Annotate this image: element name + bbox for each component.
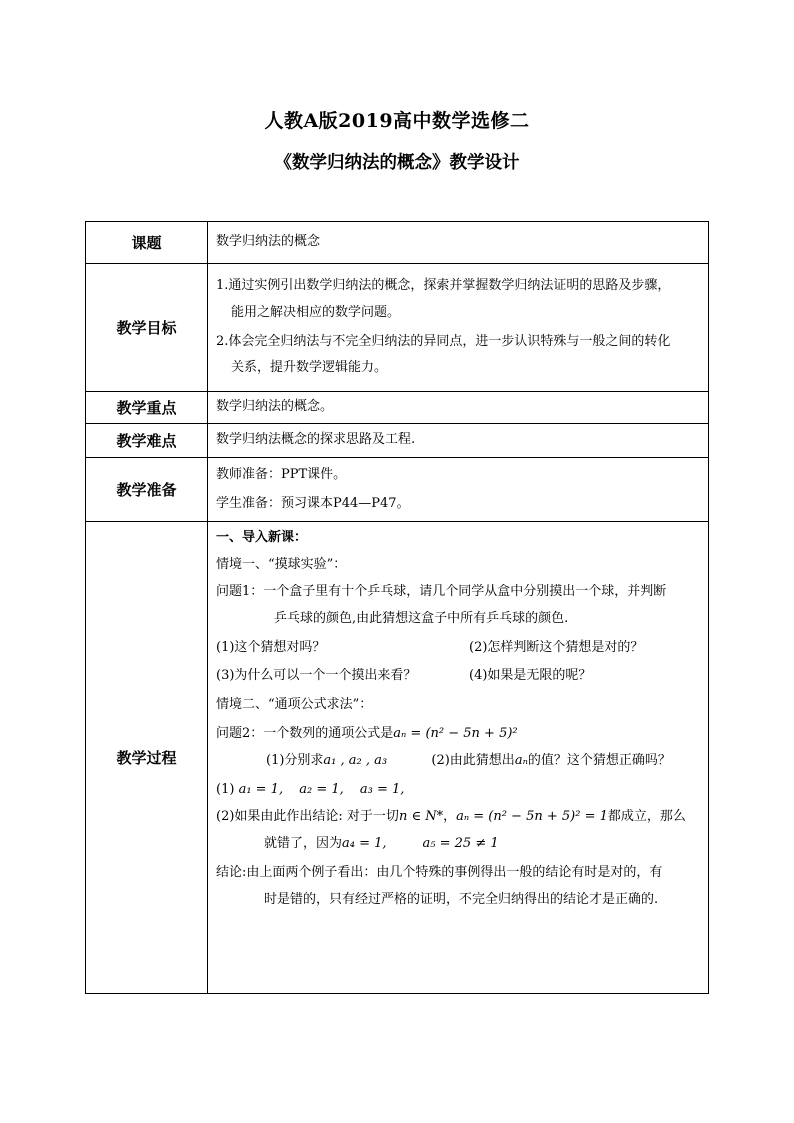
key-point-value: 数学归纳法的概念。 [208,392,709,424]
answer-2-prefix: (2)如果由此作出结论: 对于一切 [216,808,399,824]
question-1-line-1: 问题1：一个盒子里有十个乒乓球，请几个同学从盒中分别摸出一个球，并判断 [216,583,667,599]
topic-text: 数学归纳法的概念 [216,234,321,250]
difficulty-value: 数学归纳法概念的探求思路及工程. [208,424,709,458]
topic-value [208,222,709,264]
document-title: 人教A版2019高中数学选修二 [264,110,530,132]
answer-1-a1: a₁ = 1, [238,782,284,798]
topic-label: 课题 [86,222,208,264]
answer-2-a4: a₄ = 1, [342,835,387,851]
document-subtitle: 《数学归纳法的概念》教学设计 [274,153,520,173]
q2-sub-1-math: a₁ , a₂ , a₃ [323,753,388,769]
sub-question-1: (1)这个猜想对吗？ [216,639,326,655]
question-2 [216,726,702,743]
row-key-point [86,392,709,424]
q2-sub-2-prefix: (2)由此猜想出 [431,753,515,769]
difficulty-label: 教学难点 [86,424,208,458]
row-preparation [86,458,709,522]
sub-question-4: (4)如果是无限的呢？ [469,668,592,684]
q2-sub-2-suffix: 的值？这个猜想正确吗？ [527,753,671,769]
answer-2-formula: aₙ = (n² − 5n + 5)² = 1 [456,808,608,824]
answer-2-a5: a₅ = 25 ≠ 1 [422,835,499,851]
answer-2-line-2 [216,836,702,853]
preparation-content [208,458,709,522]
lesson-plan-table [85,221,709,994]
objectives-content [208,264,709,392]
row-process [86,522,709,994]
answer-1-a3: a₃ = 1, [359,782,405,798]
process-content [208,522,709,994]
q2-sub-2-math: aₙ [514,753,528,769]
row-difficulty [86,424,709,458]
answer-2-separator: ， [443,808,457,824]
answer-2-domain: n ∈ N* [398,808,444,824]
row-topic [86,222,709,264]
conclusion-line-2: 时是错的，只有经过严格的证明，不完全归纳得出的结论才是正确的. [264,891,659,907]
key-point-label: 教学重点 [86,392,208,424]
question-2-subs [216,753,702,770]
sequence-formula: aₙ = (n² − 5n + 5)² [393,726,518,742]
answer-1-a2: a₂ = 1, [299,782,344,798]
answer-1-prefix: (1) [216,782,235,798]
sub-question-3: (3)为什么可以一个一个摸出来看？ [216,668,417,684]
question-1-subs-row-2 [216,668,702,685]
preparation-label: 教学准备 [86,458,208,522]
question-1-subs-row-1 [216,640,702,657]
question-2-prefix: 问题2：一个数列的通项公式是 [216,726,394,742]
q2-sub-1-text: (1)分别求 [266,753,324,769]
objective-1-line-1: 1.通过实例引出数学归纳法的概念，探索并掌握数学归纳法证明的思路及步骤， [216,277,671,293]
conclusion-line-1: 结论:由上面两个例子看出：由几个特殊的事例得出一般的结论有时是对的，有 [216,864,663,880]
scenario-1: 情境一、“摸球实验”： [216,556,347,572]
section-title: 一、导入新课： [216,530,308,545]
objective-2-line-1: 2.体会完全归纳法与不完全归纳法的异同点，进一步认识特殊与一般之间的转化 [216,333,671,349]
teacher-preparation: 教师准备：PPT课件。 [216,466,347,482]
question-1-line-2: 乒乓球的颜色,由此猜想这盒子中所有乒乓球的颜色. [274,610,569,626]
student-preparation: 学生准备：预习课本P44—P47。 [216,495,410,511]
scenario-2: 情境二、“通项公式求法”： [216,697,373,713]
process-label: 教学过程 [86,522,208,994]
objectives-label: 教学目标 [86,264,208,392]
objective-1-line-2: 能用之解决相应的数学问题。 [231,304,401,320]
row-objectives [86,264,709,392]
answer-2-suffix: 都成立，那么 [607,808,686,824]
answer-1 [216,782,702,799]
answer-2-line-2-prefix: 就错了，因为 [264,835,343,851]
answer-2-line-1 [216,809,702,826]
sub-question-2: (2)怎样判断这个猜想是对的？ [469,639,644,655]
objective-2-line-2: 关系，提升数学逻辑能力。 [231,360,388,376]
